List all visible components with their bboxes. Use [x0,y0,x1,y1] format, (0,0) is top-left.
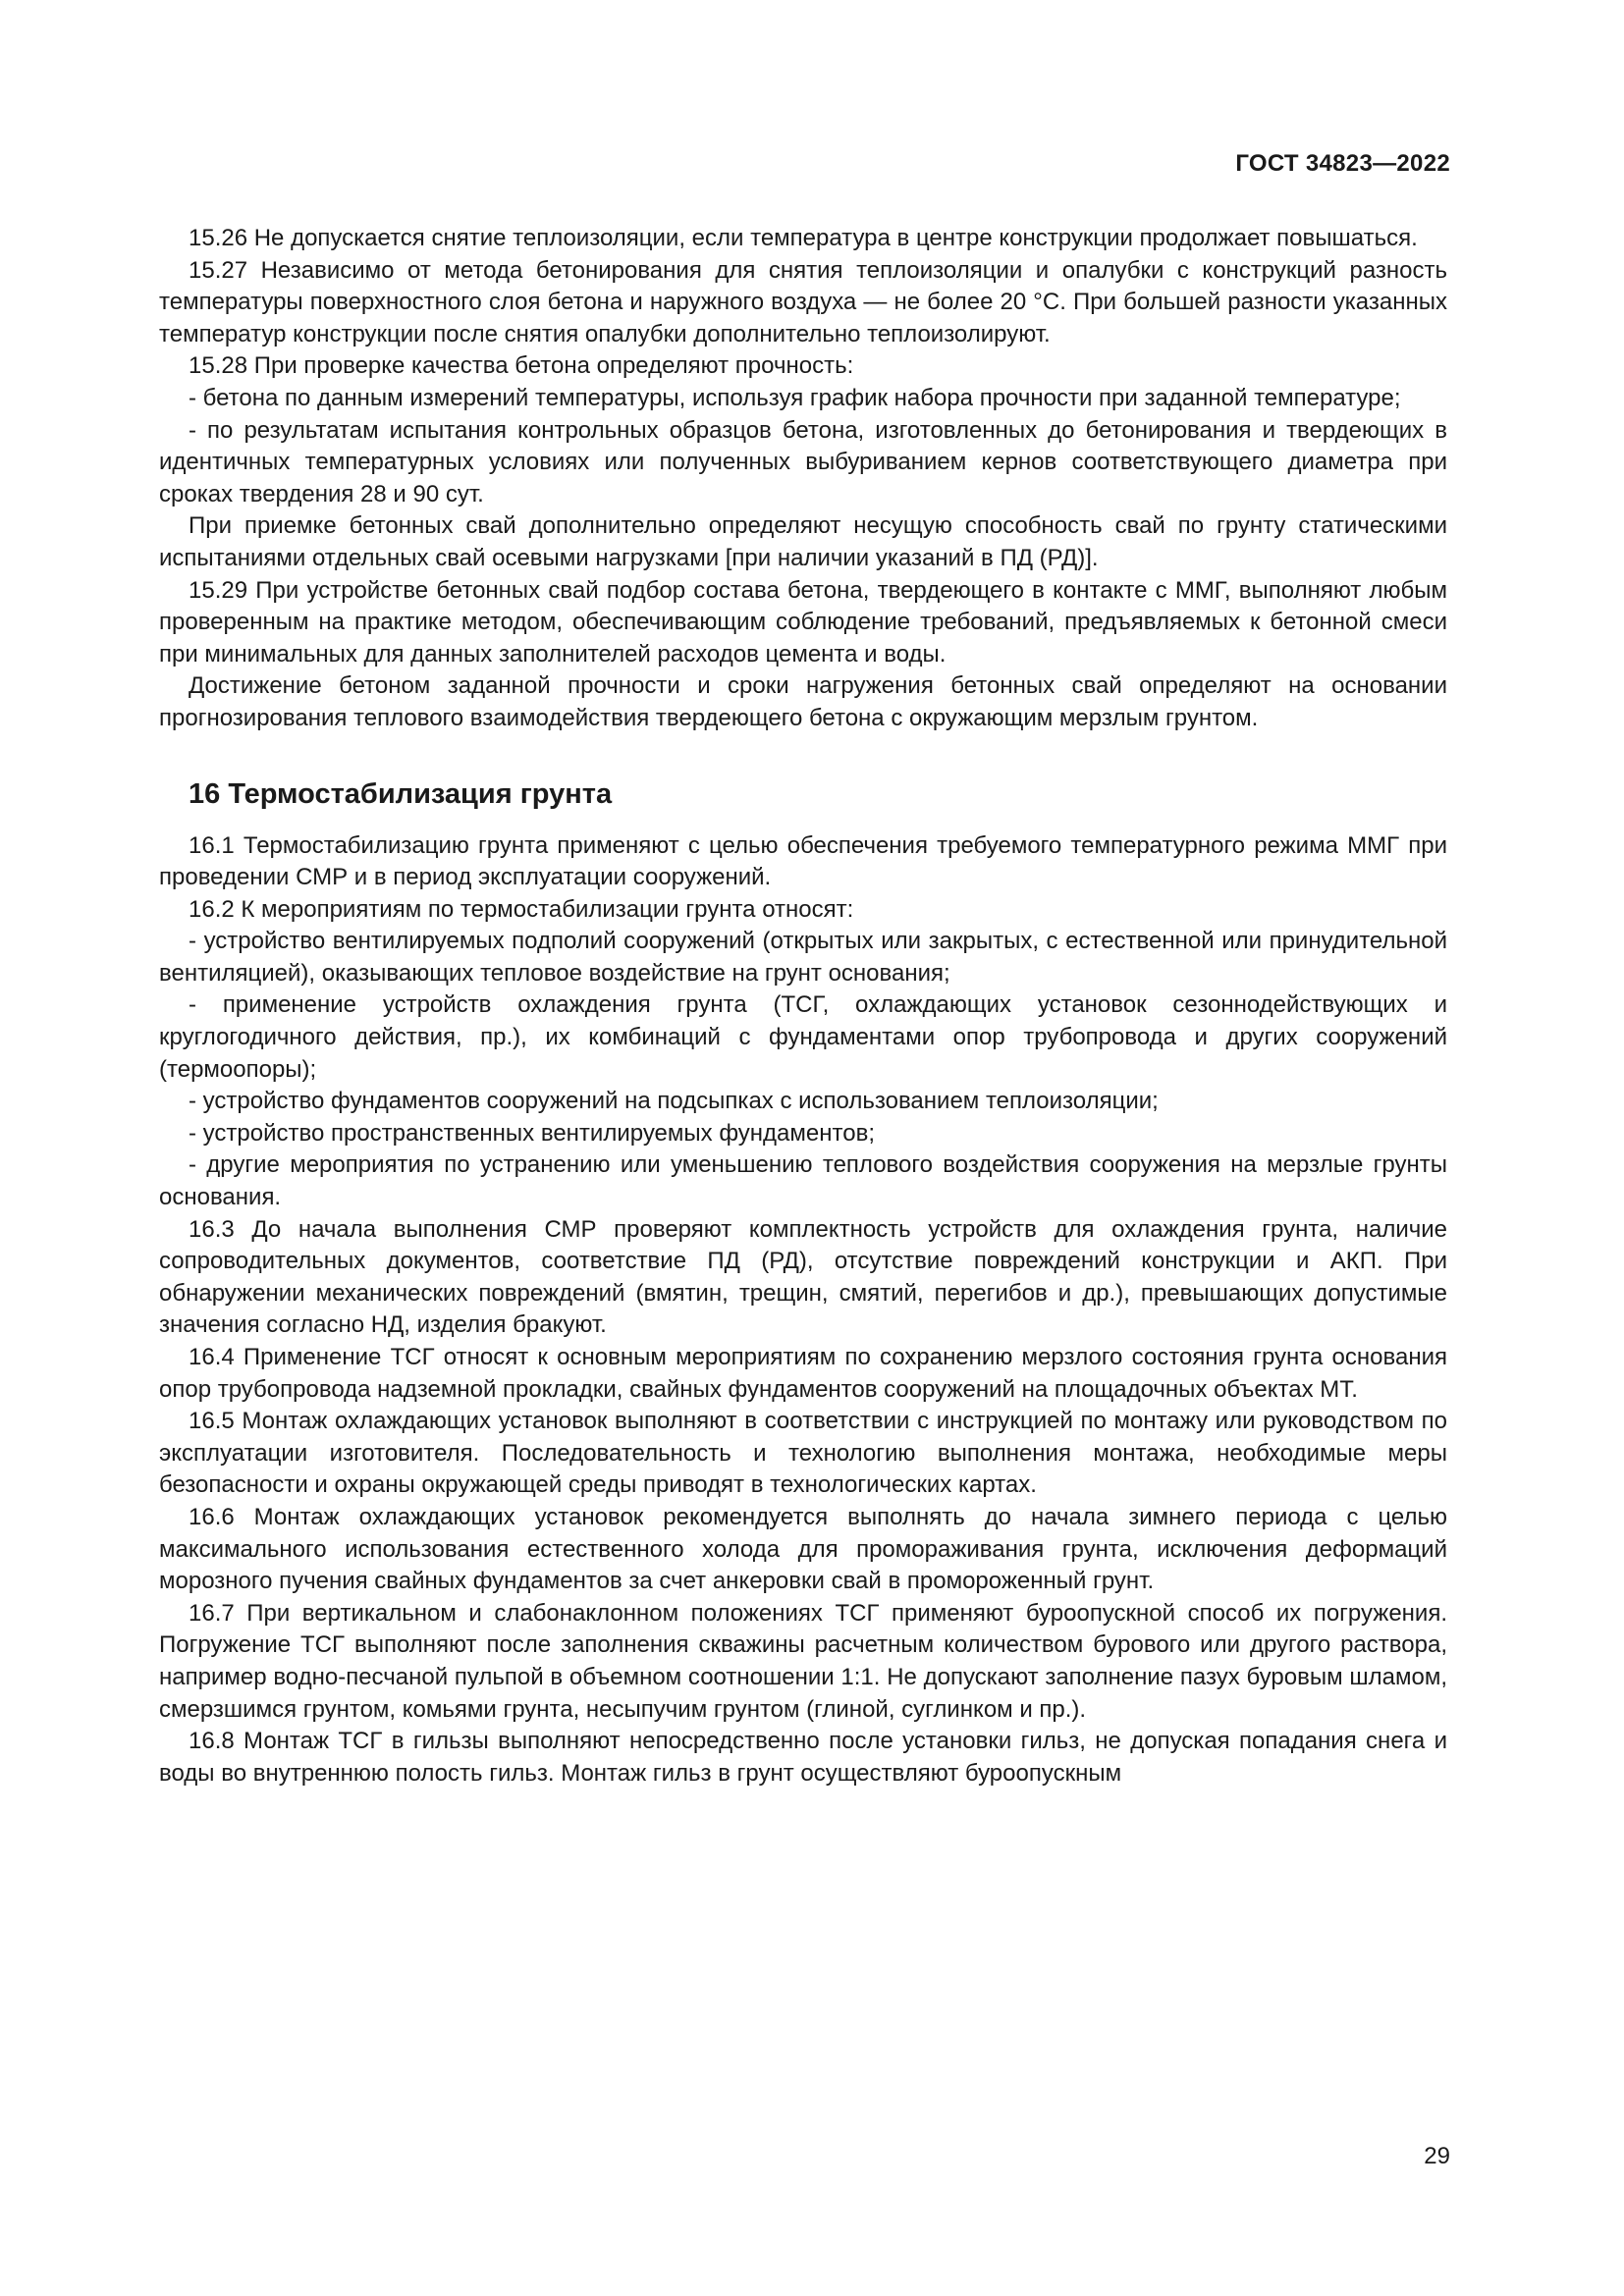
paragraph-15-29: 15.29 При устройстве бетонных свай подбор состава бетона, твердеющего в контакте с ММГ, выполняют любым проверенным на практике методом, обеспечивающим соблюдение требований, предъявляемых к бетонной смеси при минимальных для данных заполнителей расходов цемента и воды. [159,576,1447,667]
standard-designation: ГОСТ 34823—2022 [1235,150,1450,177]
paragraph-16-7: 16.7 При вертикальном и слабонаклонном положениях ТСГ применяют буроопускной способ их погружения. Погружение ТСГ выполняют после заполнения скважины расчетным количеством бурового или другого раствора, например водно-песчаной пульпой в объемном соотношении 1:1. Не допускают заполнение пазух буровым шламом, смерзшимся грунтом, комьями грунта, несыпучим грунтом (глиной, суглинком и пр.). [159,1599,1447,1723]
paragraph-16-1: 16.1 Термостабилизацию грунта применяют с целью обеспечения требуемого температурного режима ММГ при проведении СМР и в период эксплуатации сооружений. [159,831,1447,891]
paragraph-16-8: 16.8 Монтаж ТСГ в гильзы выполняют непосредственно после установки гильз, не допуская попадания снега и воды во внутреннюю полость гильз. Монтаж гильз в грунт осуществляют буроопускным [159,1728,1447,1787]
paragraph-15-28-piles: При приемке бетонных свай дополнительно определяют несущую способность свай по грунту статическими испытаниями отдельных свай осевыми нагрузками [при наличии указаний в ПД (РД)]. [159,512,1447,571]
paragraph-16-6: 16.6 Монтаж охлаждающих установок рекомендуется выполнять до начала зимнего периода с целью максимального использования естественного холода для промораживания грунта, исключения деформаций морозного пучения свайных фундаментов за счет анкеровки свай в промороженный грунт. [159,1503,1447,1595]
list-item-15-28-samples: - по результатам испытания контрольных образцов бетона, изготовленных до бетонирования и твердеющих в идентичных температурных условиях или полученных выбуриванием кернов соответствующего диаметра при сроках твердения 28 и 90 сут. [159,416,1447,507]
paragraph-15-29-strength: Достижение бетоном заданной прочности и сроки нагружения бетонных свай определяют на основании прогнозирования теплового взаимодействия твердеющего бетона с окружающим мерзлым грунтом. [159,672,1447,731]
paragraph-15-26: 15.26 Не допускается снятие теплоизоляции, если температура в центре конструкции продолжает повышаться. [189,225,1418,251]
paragraph-15-28: 15.28 При проверке качества бетона определяют прочность: [189,352,854,380]
list-item-15-28-temperature: - бетона по данным измерений температуры, используя график набора прочности при заданной температуре; [189,384,1401,411]
list-item-16-2-ventilated-foundations: - устройство пространственных вентилируемых фундаментов; [189,1119,875,1147]
list-item-16-2-other: - другие мероприятия по устранению или уменьшению теплового воздействия сооружения на мерзлые грунты основания. [159,1151,1447,1211]
paragraph-16-2: 16.2 К мероприятиям по термостабилизации грунта относят: [189,895,854,923]
paragraph-16-5: 16.5 Монтаж охлаждающих установок выполняют в соответствии с инструкцией по монтажу или руководством по эксплуатации изготовителя. Последовательность и технологию выполнения монтажа, необходимые меры безопасности и охраны окружающей среды приводят в технологических картах. [159,1408,1447,1499]
paragraph-15-27: 15.27 Независимо от метода бетонирования для снятия теплоизоляции и опалубки с конструкций разность температуры поверхностного слоя бетона и наружного воздуха — не более 20 °С. При большей разности указанных температур конструкции после снятия опалубки дополнительно теплоизолируют. [159,256,1447,347]
paragraph-16-4: 16.4 Применение ТСГ относят к основным мероприятиям по сохранению мерзлого состояния грунта основания опор трубопровода надземной прокладки, свайных фундаментов сооружений на площадочных объектах МТ. [159,1344,1447,1403]
section-16-title: 16 Термостабилизация грунта [189,777,613,810]
document-body [159,223,1447,1789]
page-number: 29 [1424,2143,1450,2169]
paragraph-16-3: 16.3 До начала выполнения СМР проверяют комплектность устройств для охлаждения грунта, наличие сопроводительных документов, соответствие ПД (РД), отсутствие повреждений конструкции и АКП. При обнаружении механических повреждений (вмятин, трещин, смятий, перегибов и др.), превышающих допустимые значения согласно НД, изделия бракуют. [159,1215,1447,1339]
list-item-16-2-cooling: - применение устройств охлаждения грунта (ТСГ, охлаждающих установок сезоннодействующих и круглогодичного действия, пр.), их комбинаций с фундаментами опор трубопровода и других сооружений (термоопоры); [159,991,1447,1083]
list-item-16-2-subfloors: - устройство вентилируемых подполий сооружений (открытых или закрытых, с естественной или принудительной вентиляцией), оказывающих тепловое воздействие на грунт основания; [159,928,1447,987]
list-item-16-2-embankments: - устройство фундаментов сооружений на подсыпках с использованием теплоизоляции; [189,1088,1159,1115]
